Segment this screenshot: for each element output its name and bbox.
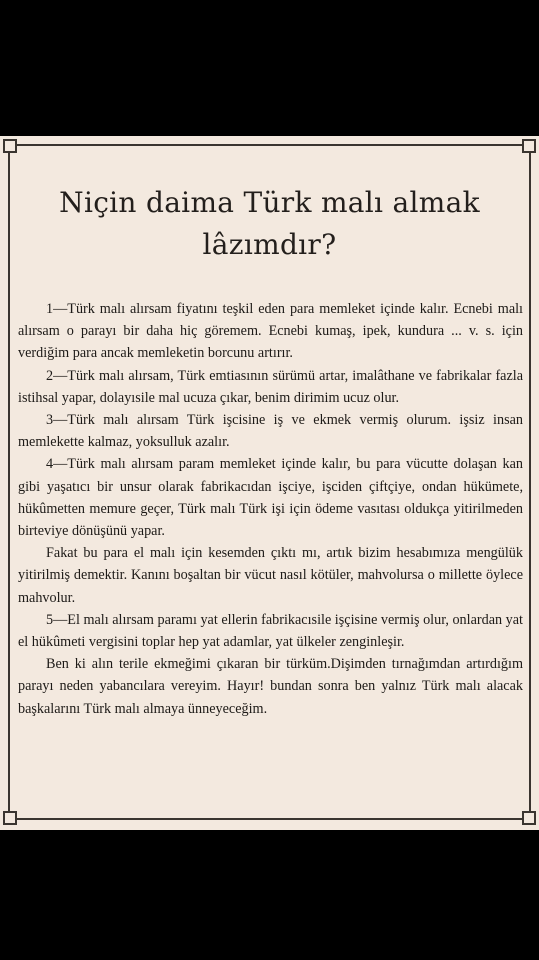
paragraph-item-5: 5—El malı alırsam paramı yat ellerin fabrikacısile işçisine vermiş olur, onlardan yat el hükûmeti vergisini toplar hep yat adamlar, yat ülkeler zenginleşir. [18, 611, 523, 651]
border-corner-ornament [3, 139, 17, 153]
document-page [0, 136, 539, 830]
paragraph-item-3: 3—Türk malı alırsam Türk işcisine iş ve ekmek vermiş olurum. işsiz insan memlekette kalmaz, yoksulluk azalır. [18, 412, 523, 451]
document-body [18, 298, 523, 720]
paragraph-item-4: 4—Türk malı alırsam param memleket içinde kalır, bu para vücutte dolaşan kan gibi yaşatıcı bir unsur olarak fabrikacıdan işciye, işciden çiftçiye, ondan hükümete, hükûmetten memure geçer, Türk malı Türk işi için ödeme vasıtası oldukça yitirilmeden birteviye dönüşünü yapar. [18, 456, 523, 540]
border-corner-ornament [522, 139, 536, 153]
title-line-1: Niçin daima Türk malı almak [59, 186, 480, 219]
border-corner-ornament [3, 811, 17, 825]
paragraph-conclusion: Ben ki alın terile ekmeğimi çıkaran bir türküm.Dişimden tırnağımdan artırdığım parayı neden yabancılara vereyim. Hayır! bundan sonra ben yalnız Türk malı alacak başkalarını Türk malı almaya ünneyeceğim. [18, 656, 523, 717]
document-title [30, 182, 509, 266]
title-line-2: lâzımdır? [202, 228, 337, 261]
paragraph-item-2: 2—Türk malı alırsam, Türk emtiasının sürümü artar, imalâthane ve fabrikalar fazla istihsal yapar, dolayısile mal ucuza çıkar, benim dirimim ucuz olur. [18, 367, 523, 406]
border-corner-ornament [522, 811, 536, 825]
paragraph-continuation: Fakat bu para el malı için kesemden çıktı mı, artık bizim hesabımıza mengülük yitirilmiş demektir. Kanını boşaltan bir vücut nasıl kötüler, mahvolursa o millette öylece mahvolur. [18, 545, 523, 606]
paragraph-item-1: 1—Türk malı alırsam fiyatını teşkil eden para memleket içinde kalır. Ecnebi malı alırsam o parayı bir daha hiç göremem. Ecnebi kumaş, ipek, kundura ... v. s. için verdiğim para ancak memleketin borcunu artırır. [18, 301, 523, 362]
